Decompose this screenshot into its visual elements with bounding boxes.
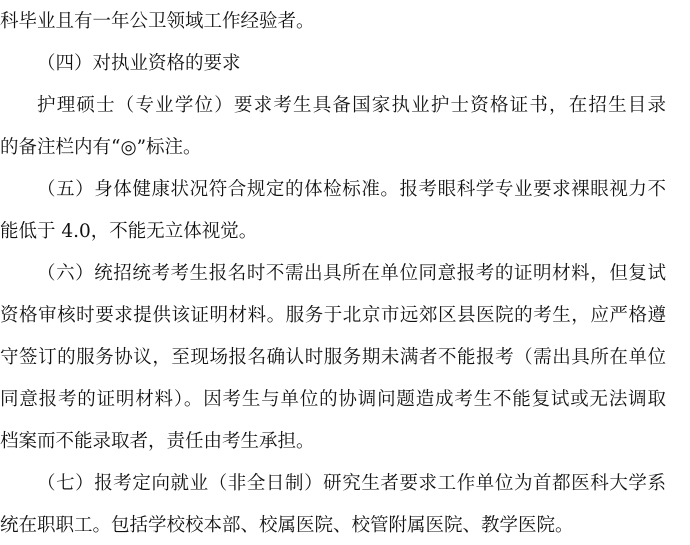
line-text: 档案而不能录取者，责任由考生承担。 (0, 431, 315, 452)
line-text: 能低于 4.0，不能无立体视觉。 (0, 221, 258, 242)
text-line-6 (0, 220, 690, 244)
line-text: （四）对执业资格的要求 (37, 53, 241, 74)
text-line-7 (0, 262, 690, 286)
text-line-5 (0, 178, 690, 202)
line-text: 守签订的服务协议，至现场报名确认时服务期未满者不能报考（需出具所在单位 (0, 347, 666, 368)
line-text: 资格审核时要求提供该证明材料。服务于北京市远郊区县医院的考生，应严格遵 (0, 305, 666, 326)
text-line-13 (0, 514, 690, 538)
text-line-9 (0, 346, 690, 370)
line-text: 统在职职工。包括学校校本部、校属医院、校管附属医院、教学医院。 (0, 515, 574, 536)
line-text: （五）身体健康状况符合规定的体检标准。报考眼科学专业要求裸眼视力不 (37, 179, 666, 200)
line-text: 的备注栏内有“◎”标注。 (0, 137, 202, 158)
line-text: 科毕业且有一年公卫领域工作经验者。 (0, 11, 315, 32)
text-line-8 (0, 304, 690, 328)
text-line-4 (0, 136, 690, 160)
text-line-3 (0, 94, 690, 118)
text-line-10 (0, 388, 690, 412)
text-line-12 (0, 472, 690, 496)
line-text: 护理硕士（专业学位）要求考生具备国家执业护士资格证书，在招生目录 (37, 95, 666, 116)
text-line-11 (0, 430, 690, 454)
line-text: 同意报考的证明材料）。因考生与单位的协调问题造成考生不能复试或无法调取 (0, 389, 666, 410)
section-heading-4 (0, 52, 690, 76)
text-line-1 (0, 10, 690, 34)
line-text: （六）统招统考考生报名时不需出具所在单位同意报考的证明材料，但复试 (37, 263, 666, 284)
line-text: （七）报考定向就业（非全日制）研究生者要求工作单位为首都医科大学系 (37, 473, 666, 494)
